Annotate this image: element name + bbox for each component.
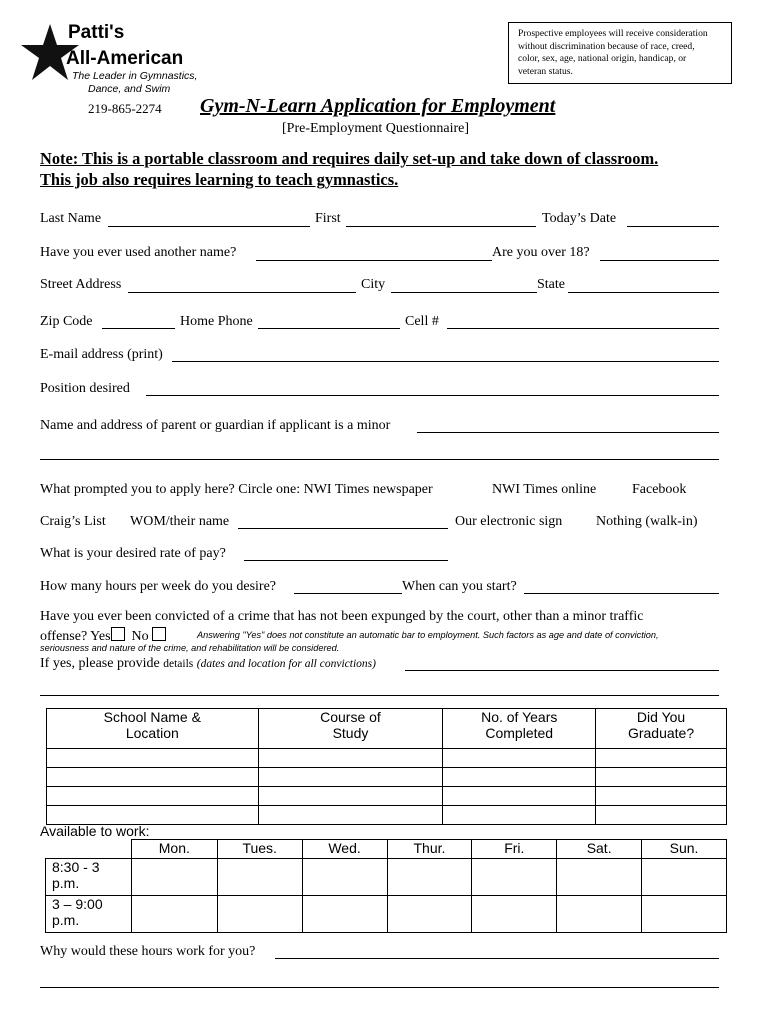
- education-cell[interactable]: [47, 806, 259, 825]
- home-phone-label: Home Phone: [180, 314, 253, 329]
- day-thur: Thur.: [387, 840, 472, 859]
- education-cell[interactable]: [47, 787, 259, 806]
- note-line: Note: This is a portable classroom and requires daily set-up and take down of classroom.: [40, 149, 659, 168]
- education-cell[interactable]: [596, 787, 727, 806]
- education-header-cell: Course of Study: [258, 709, 443, 749]
- availability-cell[interactable]: [472, 896, 557, 933]
- option-craigslist[interactable]: Craig’s List: [40, 514, 106, 529]
- education-header-cell: Did You Graduate?: [596, 709, 727, 749]
- availability-cell[interactable]: [387, 859, 472, 896]
- education-cell[interactable]: [258, 806, 443, 825]
- conviction-details-field-line2[interactable]: [40, 695, 719, 696]
- conviction-note-line2: seriousness and nature of the crime, and rehabilitation will be considered.: [40, 643, 340, 653]
- option-wom[interactable]: WOM/their name: [130, 514, 230, 529]
- corner-cell: [46, 840, 132, 859]
- city-label: City: [361, 277, 386, 292]
- street-field[interactable]: [128, 292, 356, 293]
- availability-cell[interactable]: [217, 859, 302, 896]
- first-name-field[interactable]: [346, 226, 536, 227]
- education-cell[interactable]: [443, 806, 596, 825]
- slot-morning: 8:30 - 3 p.m.: [46, 859, 132, 896]
- education-cell[interactable]: [443, 768, 596, 787]
- eeo-line: without discrimination because of race, creed,: [518, 40, 695, 52]
- availability-cell[interactable]: [557, 859, 642, 896]
- day-sun: Sun.: [642, 840, 727, 859]
- availability-label: Available to work:: [40, 823, 150, 839]
- eeo-line: color, sex, age, national origin, handicap, or: [518, 53, 687, 65]
- logo-tagline2: Dance, and Swim: [88, 83, 171, 95]
- street-label: Street Address: [40, 277, 122, 292]
- cell-field[interactable]: [447, 328, 719, 329]
- position-field[interactable]: [146, 395, 719, 396]
- option-facebook[interactable]: Facebook: [632, 482, 687, 497]
- availability-cell[interactable]: [302, 859, 387, 896]
- guardian-field-line2[interactable]: [40, 459, 719, 460]
- last-name-field[interactable]: [108, 226, 310, 227]
- education-cell[interactable]: [258, 768, 443, 787]
- guardian-label: Name and address of parent or guardian if applicant is a minor: [40, 418, 391, 433]
- day-mon: Mon.: [131, 840, 217, 859]
- over-18-field[interactable]: [600, 260, 719, 261]
- todays-date-label: Today’s Date: [542, 211, 617, 226]
- education-table: [46, 708, 727, 825]
- todays-date-field[interactable]: [627, 226, 719, 227]
- start-field[interactable]: [524, 593, 719, 594]
- email-label: E-mail address (print): [40, 347, 163, 362]
- availability-cell[interactable]: [131, 859, 217, 896]
- page-title: Gym-N-Learn Application for Employment: [200, 95, 556, 117]
- availability-cell[interactable]: [472, 859, 557, 896]
- start-label: When can you start?: [402, 579, 517, 594]
- slot-evening: 3 – 9:00 p.m.: [46, 896, 132, 933]
- if-yes-text: If yes, please provide: [40, 656, 160, 671]
- table-row: [47, 787, 727, 806]
- last-name-label: Last Name: [40, 211, 102, 226]
- city-field[interactable]: [391, 292, 537, 293]
- over-18-label: Are you over 18?: [492, 245, 590, 260]
- yes-checkbox[interactable]: [111, 627, 125, 641]
- table-row: [46, 859, 727, 896]
- rate-field[interactable]: [244, 560, 448, 561]
- education-cell[interactable]: [258, 787, 443, 806]
- education-cell[interactable]: [258, 749, 443, 768]
- table-row: [46, 896, 727, 933]
- if-yes-label: [40, 656, 376, 672]
- state-field[interactable]: [568, 292, 719, 293]
- wom-name-field[interactable]: [238, 528, 448, 529]
- availability-header-row: [46, 840, 727, 859]
- first-name-label: First: [315, 211, 341, 226]
- logo-line2: All-American: [66, 48, 184, 69]
- availability-cell[interactable]: [302, 896, 387, 933]
- eeo-line: veteran status.: [518, 65, 573, 77]
- logo-line1: Patti's: [68, 22, 125, 43]
- other-name-field[interactable]: [256, 260, 492, 261]
- table-row: [47, 768, 727, 787]
- eeo-line: Prospective employees will receive consideration: [518, 28, 708, 39]
- education-header-cell: School Name & Location: [47, 709, 259, 749]
- zip-field[interactable]: [102, 328, 175, 329]
- rate-label: What is your desired rate of pay?: [40, 546, 226, 561]
- availability-cell[interactable]: [642, 896, 727, 933]
- why-hours-label: Why would these hours work for you?: [40, 944, 256, 959]
- day-tues: Tues.: [217, 840, 302, 859]
- cell-label: Cell #: [405, 314, 439, 329]
- state-label: State: [537, 277, 565, 292]
- availability-cell[interactable]: [131, 896, 217, 933]
- home-phone-field[interactable]: [258, 328, 400, 329]
- zip-label: Zip Code: [40, 314, 93, 329]
- job-note: [40, 148, 658, 190]
- education-cell[interactable]: [47, 768, 259, 787]
- education-cell[interactable]: [443, 787, 596, 806]
- no-checkbox[interactable]: [152, 627, 166, 641]
- conviction-note-line1: Answering "Yes" does not constitute an automatic bar to employment. Such factors as age and date of conviction,: [197, 630, 659, 640]
- education-cell[interactable]: [596, 806, 727, 825]
- education-cell[interactable]: [596, 749, 727, 768]
- education-header-row: [47, 709, 727, 749]
- availability-table: [45, 839, 727, 933]
- table-row: [47, 806, 727, 825]
- note-line: This job also requires learning to teach gymnastics.: [40, 170, 399, 189]
- prompted-label: What prompted you to apply here? Circle one: NWI Times newspaper: [40, 482, 433, 497]
- company-logo: [20, 20, 210, 100]
- offense-no-label: No: [131, 629, 149, 644]
- if-yes-details: details: [163, 658, 194, 670]
- offense-yes-label: offense? Yes: [40, 629, 111, 644]
- eeo-disclaimer-box: [508, 22, 732, 84]
- phone-number: 219-865-2274: [88, 101, 162, 116]
- day-wed: Wed.: [302, 840, 387, 859]
- page-subtitle: [Pre-Employment Questionnaire]: [282, 121, 470, 136]
- availability-cell[interactable]: [642, 859, 727, 896]
- other-name-label: Have you ever used another name?: [40, 245, 237, 260]
- conviction-details-field[interactable]: [405, 670, 719, 671]
- conviction-question: Have you ever been convicted of a crime that has not been expunged by the court, other than a minor traffic: [40, 609, 644, 624]
- option-nwi-online[interactable]: NWI Times online: [492, 482, 597, 497]
- option-walk-in[interactable]: Nothing (walk-in): [596, 514, 698, 529]
- why-hours-field-line2[interactable]: [40, 987, 719, 988]
- why-hours-field[interactable]: [275, 958, 719, 959]
- education-cell[interactable]: [596, 768, 727, 787]
- education-cell[interactable]: [443, 749, 596, 768]
- guardian-field[interactable]: [417, 432, 719, 433]
- position-label: Position desired: [40, 381, 130, 396]
- if-yes-italic: (dates and location for all convictions): [196, 658, 376, 670]
- option-electronic-sign[interactable]: Our electronic sign: [455, 514, 563, 529]
- day-sat: Sat.: [557, 840, 642, 859]
- education-header-cell: No. of Years Completed: [443, 709, 596, 749]
- hours-field[interactable]: [294, 593, 402, 594]
- day-fri: Fri.: [472, 840, 557, 859]
- hours-label: How many hours per week do you desire?: [40, 579, 276, 594]
- logo-tagline1: The Leader in Gymnastics,: [72, 70, 198, 82]
- availability-cell[interactable]: [217, 896, 302, 933]
- education-cell[interactable]: [47, 749, 259, 768]
- email-field[interactable]: [172, 361, 719, 362]
- availability-cell[interactable]: [387, 896, 472, 933]
- table-row: [47, 749, 727, 768]
- availability-cell[interactable]: [557, 896, 642, 933]
